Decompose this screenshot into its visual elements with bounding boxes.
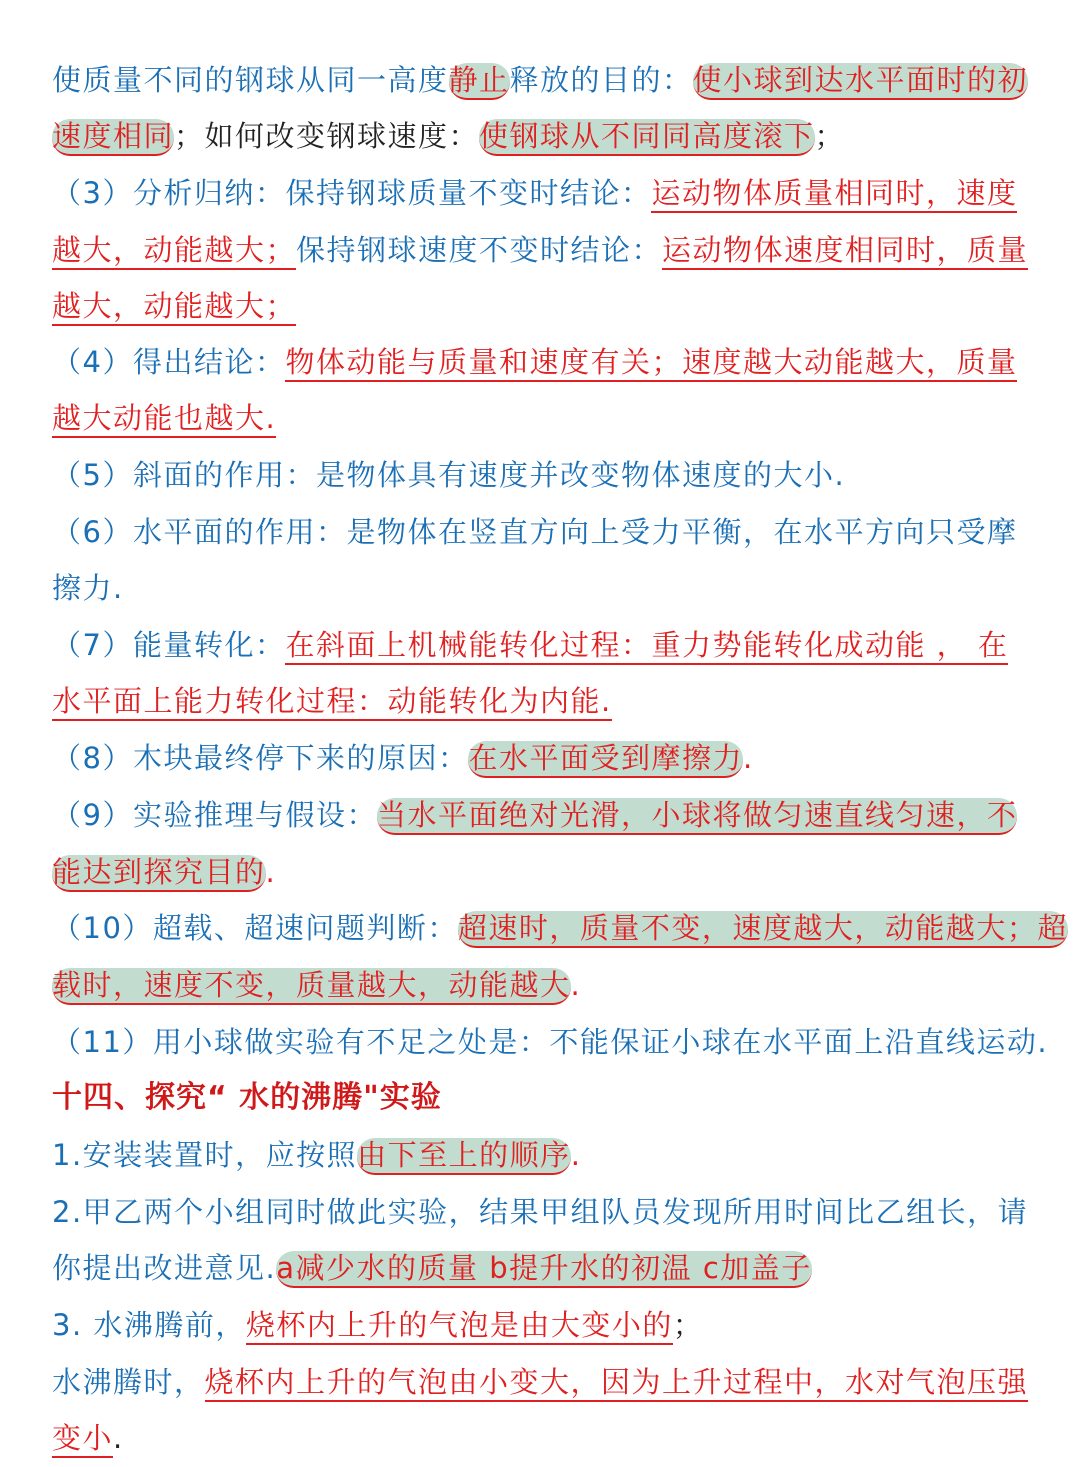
text-segment: 释放的目的： <box>509 63 693 97</box>
text-segment: 保持钢球速度不变时结论： <box>296 233 663 267</box>
text-segment: （5）斜面的作用：是物体具有速度并改变物体速度的大小. <box>52 458 846 492</box>
text-line-16 <box>52 908 1068 948</box>
answer-text: 运动物体速度相同时，质量 <box>662 233 1028 270</box>
text-line-15 <box>52 852 1032 892</box>
text-segment: 水沸腾时， <box>52 1365 205 1399</box>
answer-text: 越大，动能越大； <box>52 233 296 270</box>
text-segment: 2.甲乙两个小组同时做此实验，结果甲组队员发现所用时间比乙组长，请 <box>52 1195 1029 1229</box>
text-segment: . <box>570 1138 582 1172</box>
text-segment: 3. 水沸腾前， <box>52 1308 246 1342</box>
highlight-answer: 当水平面绝对光滑，小球将做匀速直线匀速，不 <box>377 798 1018 835</box>
text-segment: （8）木块最终停下来的原因： <box>52 741 469 775</box>
text-line-8 <box>52 455 1032 495</box>
text-line-19 <box>52 1135 1032 1175</box>
text-line-6 <box>52 342 1032 382</box>
answer-text: 越大动能也越大. <box>52 401 276 438</box>
text-line-4 <box>52 230 1032 270</box>
text-line-24 <box>52 1418 1032 1458</box>
text-line-12 <box>52 681 1032 721</box>
text-line-5 <box>52 286 1032 326</box>
answer-text: 变小 <box>52 1421 113 1458</box>
highlight-answer: 超速时，质量不变，速度越大，动能越大；超 <box>458 911 1068 948</box>
text-segment: （6）水平面的作用：是物体在竖直方向上受力平衡，在水平方向只受摩 <box>52 515 1018 549</box>
text-line-9 <box>52 512 1032 552</box>
text-line-21 <box>52 1248 1032 1288</box>
highlight-answer: 静止 <box>449 63 510 100</box>
text-line-23 <box>52 1362 1032 1402</box>
text-segment: ； <box>814 119 846 153</box>
text-segment: 使质量不同的钢球从同一高度 <box>52 63 449 97</box>
highlight-answer: a减少水的质量 b提升水的初温 c加盖子 <box>276 1251 812 1288</box>
highlight-answer: 由下至上的顺序 <box>357 1138 571 1175</box>
text-line-18 <box>52 1022 1049 1062</box>
text-line-2 <box>52 116 1032 156</box>
text-line-17 <box>52 965 1032 1005</box>
highlight-answer: 速度相同 <box>52 119 174 156</box>
text-segment: （4）得出结论： <box>52 345 286 379</box>
answer-text: 水平面上能力转化过程：动能转化为内能. <box>52 684 612 721</box>
section-heading: 十四、探究“ 水的沸腾"实验 <box>52 1080 442 1115</box>
highlight-answer: 能达到探究目的 <box>52 855 266 892</box>
text-segment: （3）分析归纳：保持钢球质量不变时结论： <box>52 176 652 210</box>
highlight-answer: 使钢球从不同同高度滚下 <box>479 119 815 156</box>
text-line-1 <box>52 60 1032 100</box>
text-segment: ；如何改变钢球速度： <box>174 119 480 153</box>
answer-text: 越大，动能越大； <box>52 289 296 326</box>
text-line-20 <box>52 1192 1032 1232</box>
text-segment: 1.安装装置时，应按照 <box>52 1138 358 1172</box>
text-line-7 <box>52 398 1032 438</box>
text-segment: （10）超载、超速问题判断： <box>52 911 458 945</box>
answer-text: 运动物体质量相同时，速度 <box>651 176 1017 213</box>
text-segment: 你提出改进意见. <box>52 1251 277 1285</box>
text-line-3 <box>52 173 1032 213</box>
text-segment: . <box>265 855 277 889</box>
highlight-answer: 在水平面受到摩擦力 <box>468 741 743 778</box>
text-segment: （9）实验推理与假设： <box>52 798 377 832</box>
text-segment: . <box>570 968 582 1002</box>
answer-text: 烧杯内上升的气泡由小变大，因为上升过程中，水对气泡压强 <box>205 1365 1029 1402</box>
text-segment: （11）用小球做实验有不足之处是：不能保证小球在水平面上沿直线运动. <box>52 1025 1049 1059</box>
highlight-answer: 载时，速度不变，质量越大，动能越大 <box>52 968 571 1005</box>
text-line-14 <box>52 795 1032 835</box>
text-segment: . <box>113 1421 124 1455</box>
text-line-22 <box>52 1305 1032 1345</box>
answer-text: 在斜面上机械能转化过程：重力势能转化成动能 ， 在 <box>285 628 1008 665</box>
text-line-11 <box>52 625 1032 665</box>
text-line-10 <box>52 568 1032 608</box>
highlight-answer: 使小球到达水平面时的初 <box>693 63 1029 100</box>
answer-text: 烧杯内上升的气泡是由大变小的 <box>246 1308 673 1345</box>
answer-text: 物体动能与质量和速度有关；速度越大动能越大，质量 <box>285 345 1017 382</box>
text-line-13 <box>52 738 1032 778</box>
text-segment: ； <box>672 1308 704 1342</box>
text-segment: 擦力. <box>52 571 124 605</box>
text-segment: . <box>742 741 754 775</box>
text-segment: （7）能量转化： <box>52 628 286 662</box>
